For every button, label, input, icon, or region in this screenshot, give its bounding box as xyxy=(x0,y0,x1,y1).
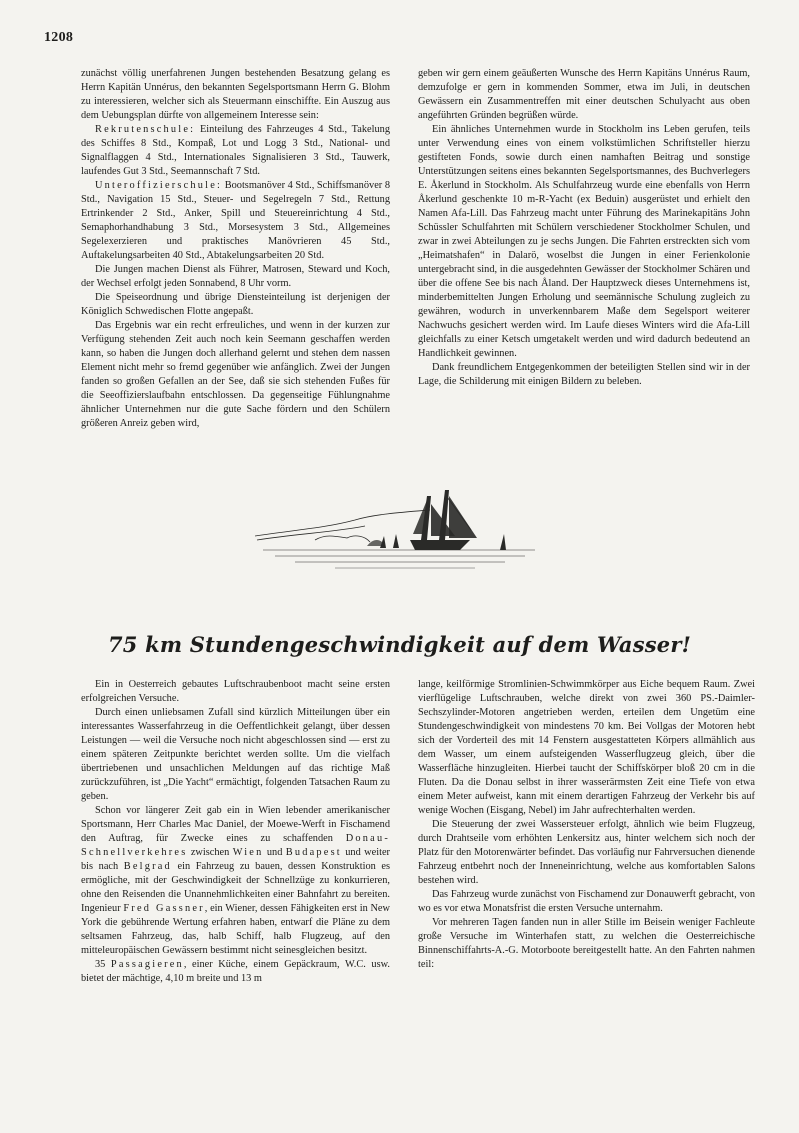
paragraph xyxy=(81,123,390,179)
section-term: Unteroffizierschule: xyxy=(95,180,223,191)
paragraph: lange, keilförmige Stromlinien-Schwimmkörper aus Eiche bequem Raum. Zwei vierflügelige Luftschrauben, welche direkt von zwei 360 PS.-Daimler-Sechszylinder-Motoren angetrieben werden, erteilen dem Ungetüm eine Stundengeschwindigkeit von mindestens 70 km. Bei Vollgas der Motoren hebt sich der Vorderteil des mit 14 Fenstern ausgestatteten Körpers allmählich aus dem Wasser, um einem aufsteigenden Wasserflugzeug gleich, über die Wasserfläche hinzugleiten. Hierbei taucht der Schiffskörper bloß 20 cm in die Fluten. Da die Donau selbst in ihrer wasserärmsten Zeit eine Tiefe von etwa einem Meter aufweist, kann mit einem derartigen Fahrzeug der Verkehr bis auf wenige Wochen (Eisgang, Nebel) im Jahr aufrechterhalten werden. xyxy=(418,679,755,816)
paragraph-text: zwischen xyxy=(187,847,233,858)
paragraph: Vor mehreren Tagen fanden nun in aller Stille im Beisein weniger Fachleute große Versuche im Winterhafen statt, zu welchen die Oesterreichische Binnenschiffahrts-A.-G. Motorboote bereitgestellt hatte. An den Fahrten nahmen teil: xyxy=(418,917,755,970)
article-column-bottom-left xyxy=(81,678,390,986)
paragraph: Die Speiseordnung und übrige Diensteinteilung ist derjenigen der Königlich Schwedischen Flotte angepaßt. xyxy=(81,292,390,317)
paragraph-text: und weiter bis nach xyxy=(81,847,390,872)
paragraph: geben wir gern einem geäußerten Wunsche des Herrn Kapitäns Unnérus Raum, demzufolge er gern in kommenden Sommer, etwa im Juli, in deutschen Gewässern ein Zusammentreffen mit einer deutschen Schulyacht aus oben angeführten Gründen begrüßen würde. xyxy=(418,68,750,121)
paragraph-text: und xyxy=(263,847,286,858)
paragraph-text: , ein Wiener, dessen Fähigkeiten erst in New York die gebührende Wertung erfahren haben, entwarf die Pläne zu dem seltsamen Fahrzeug, das, halb Schiff, halb Flugzeug, auf den mitteleuropäischen Gewässern bestimmt nicht seinesgleichen besitzt. xyxy=(81,903,390,956)
paragraph: Die Jungen machen Dienst als Führer, Matrosen, Steward und Koch, der Wechsel erfolgt jeden Sonnabend, 8 Uhr vorm. xyxy=(81,264,390,289)
paragraph xyxy=(81,179,390,263)
paragraph: Das Fahrzeug wurde zunächst von Fischamend zur Donauwerft gebracht, von wo es vor etwa Monatsfrist die ersten Versuche unternahm. xyxy=(418,889,755,914)
paragraph-text: Bootsmanöver 4 Std., Schiffsmanöver 8 Std., Navigation 15 Std., Steuer- und Segelregeln 7 Std., Rettung Ertrinkender 2 Std., Anker, Spill und Steuereinrichtung 4 Std., Semaphorhandhabung 3 Std., Morsesystem 3 Std., Allgemeines Segelexerzieren und praktisches Manövrieren 45 Std., Auftakelungsarbeiten 40 Std., Abtakelungsarbeiten 20 Std. xyxy=(81,180,390,261)
paragraph xyxy=(81,958,390,986)
spaced-term: Fred Gassner xyxy=(123,903,205,914)
article-column-bottom-right xyxy=(418,678,755,972)
paragraph-text: 35 xyxy=(95,959,111,970)
spaced-term: Belgrad xyxy=(123,861,172,872)
section-term: Rekrutenschule: xyxy=(95,124,196,135)
paragraph: Ein in Oesterreich gebautes Luftschraubenboot macht seine ersten erfolgreichen Versuche. xyxy=(81,679,390,704)
paragraph-text: Schon vor längerer Zeit gab ein in Wien lebender amerikanischer Sportsmann, Herr Charles Mac Daniel, der Moewe-Werft in Fischamend den Auftrag, für Zwecke eines zu schaffenden xyxy=(81,805,390,844)
spaced-term: Budapest xyxy=(285,847,342,858)
article-column-top-left xyxy=(81,67,390,431)
paragraph-text: ein Fahrzeug zu bauen, dessen Konstruktion es ermögliche, mit der Geschwindigkeit der Schnellzüge zu konkurrieren, ohne den Reisenden die Unannehmlichkeiten einer Bahnfahrt zu bereiten. Ingenieur xyxy=(81,861,390,914)
paragraph-text: , einer Küche, einem Gepäckraum, W.C. usw. bietet der mächtige, 4,10 m breite und 13 m xyxy=(81,959,390,984)
spaced-term: Donau-Schnellverkehres xyxy=(81,833,390,858)
page-number: 1208 xyxy=(44,30,74,45)
sailing-ship-illustration xyxy=(255,490,545,580)
paragraph-text: Einteilung des Fahrzeuges 4 Std., Takelung des Schiffes 8 Std., Kompaß, Lot und Logg 3 Std., National- und Signalflaggen 4 Std., Internationales Signalisieren 3 Std., Tauwerk, laufendes Gut 3 Std., Seemannschaft 7 Std. xyxy=(81,124,390,177)
paragraph: Durch einen unliebsamen Zufall sind kürzlich Mitteilungen über ein interessantes Wasserfahrzeug in die Oeffentlichkeit gelangt, über dessen Leistungen — weil die Versuche noch nicht abgeschlossen sind — erst zu einem späteren Zeitpunkte berichtet werden sollte. Um die vielfach übertriebenen und unsachlichen Meldungen auf das richtige Maß zurückzuführen, ist „Die Yacht“ ermächtigt, folgenden Tatsachen Raum zu geben. xyxy=(81,707,391,802)
article-headline: 75 km Stundengeschwindigkeit auf dem Wasser! xyxy=(107,632,692,657)
paragraph: Das Ergebnis war ein recht erfreuliches, und wenn in der kurzen zur Verfügung stehenden Zeit auch noch kein Seemann geschaffen werden kann, so haben die Jungen doch allerhand gelernt und stehen dem nassen Element nicht mehr so fremd gegenüber wie anfänglich. Zwei der Jungen fanden so großen Gefallen an der See, daß sie sich stehenden Fußes für die Seeoffizierslaufbahn entschlossen. Da gegenseitige Fühlungnahme ähnlicher Unternehmen nur die gute Sache fördern und den Schülern größeren Anreiz geben wird, xyxy=(81,320,390,429)
article-column-top-right xyxy=(418,67,750,389)
paragraph: Dank freundlichem Entgegenkommen der beteiligten Stellen sind wir in der Lage, die Schilderung mit einigen Bildern zu beleben. xyxy=(418,362,750,387)
paragraph: Ein ähnliches Unternehmen wurde in Stockholm ins Leben gerufen, teils unter Verwendung eines von einem volkstümlichen Schriftsteller hierzu gestifteten Fonds, sowie durch einen namhaften Beitrag und sonstige Unterstützungen seitens eines bekannten Segelsportsmannes, des Buchverlegers E. Åkerlund in Stockholm. Als Schulfahrzeug wurde eine ebenfalls von Herrn Åkerlund geschenkte 10 m-R-Yacht (ex Beduin) ausgerüstet und erhielt den Namen Afa-Lill. Das Fahrzeug macht unter Führung des Marinekapitäns John Schüssler Schulfahrten mit Schülern verschiedener Stockholmer Schulen, und zwar in zwei Abteilungen zu je sechs Jungen. Die Fahrten erstreckten sich vom „Heimatshafen“ in Dalarö, woselbst die Jungen in einer Ferienkolonie untergebracht sind, in die ausgedehnten Gewässer der Stockholmer Schären und über die offene See bis nach Åland. Der Hauptzweck dieses Unternehmens ist, minderbemittelten Jungen Erholung und seemännische Schulung zugleich zu gewähren, wodurch in unverkennbarem Maße dem Segelsport weiterer Nachwuchs gesichert werden wird. Im Laufe dieses Winters wird die Afa-Lill gleichfalls zu einer Ketsch umgetakelt werden und wird dadurch bedeutend an Handlichkeit gewinnen. xyxy=(418,124,750,359)
paragraph xyxy=(81,804,390,958)
paragraph: Die Steuerung der zwei Wassersteuer erfolgt, ähnlich wie beim Flugzeug, durch Drahtseile vom erhöhten Lenkersitz aus, hinter welchem sich noch der Platz für den Motorenwärter befindet. Das vorläufig nur Fahrversuchen dienende Fahrzeug entbehrt noch der Inneneinrichtung, welche aus komfortablen Salons bestehen wird. xyxy=(418,819,755,886)
spaced-term: Passagieren xyxy=(110,959,184,970)
paragraph: zunächst völlig unerfahrenen Jungen bestehenden Besatzung gelang es Herrn Kapitän Unnérus, den bekannten Segelsportsmann Herrn G. Blohm zu interessieren, welcher sich als Steuermann einschiffte. Ein Auszug aus dem Uebungsplan dürfte von allgemeinem Interesse sein: xyxy=(81,68,390,121)
spaced-term: Wien xyxy=(232,847,264,858)
